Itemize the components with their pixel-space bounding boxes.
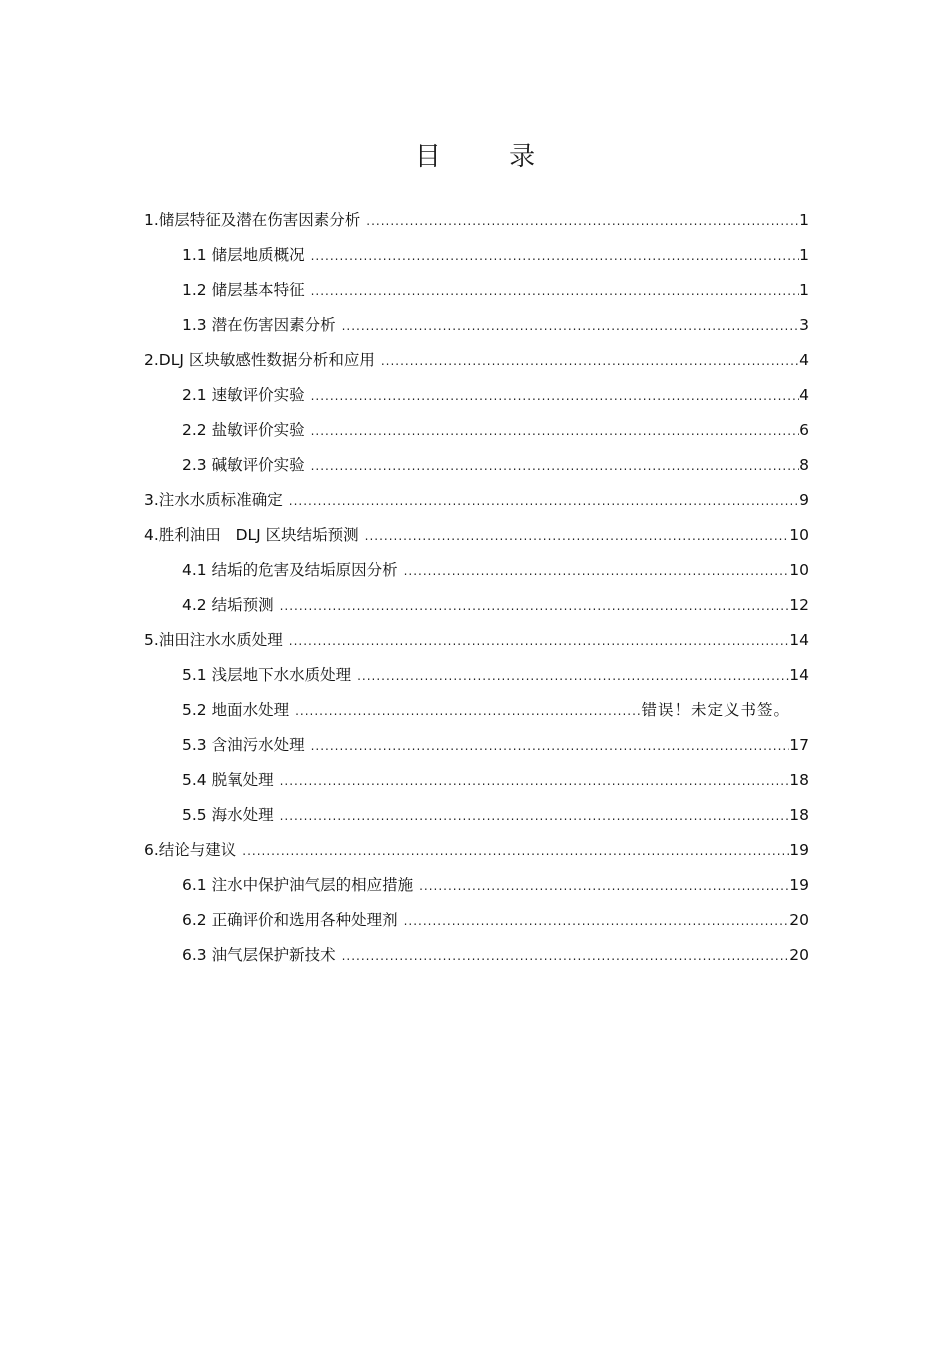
toc-entry[interactable] (0, 651, 950, 685)
toc-entry[interactable] (0, 196, 950, 230)
toc-entry[interactable] (0, 301, 950, 335)
toc-leader-dots (381, 354, 799, 370)
toc-leader-dots (311, 389, 800, 405)
toc-entry-page: 3 (799, 316, 809, 334)
toc-entry[interactable] (0, 266, 950, 300)
toc-entry-text: 2.3 碱敏评价实验 (182, 456, 305, 474)
toc-entry[interactable] (0, 581, 950, 615)
toc-entry-text: 2.DLJ 区块敏感性数据分析和应用 (144, 351, 375, 369)
toc-entry-text: 5.3 含油污水处理 (182, 736, 305, 754)
toc-entry-text: 4.2 结垢预测 (182, 596, 274, 614)
toc-leader-dots (280, 599, 790, 615)
toc-entry-page: 4 (799, 351, 809, 369)
toc-entry-text: 3.注水水质标准确定 (144, 491, 283, 509)
toc-entry-page: 20 (789, 946, 809, 964)
toc-entry-page: 1 (799, 211, 809, 229)
toc-entry-text: 1.储层特征及潜在伤害因素分析 (144, 211, 361, 229)
toc-leader-dots (242, 844, 789, 860)
toc-entry-page: 19 (789, 876, 809, 894)
toc-leader-dots (311, 284, 800, 300)
toc-leader-dots (419, 879, 789, 895)
toc-entry[interactable] (0, 931, 950, 965)
toc-leader-dots (365, 529, 790, 545)
toc-entry-text: 2.2 盐敏评价实验 (182, 421, 305, 439)
toc-entry-text: 5.油田注水水质处理 (144, 631, 283, 649)
toc-entry[interactable] (0, 406, 950, 440)
toc-leader-dots (342, 319, 800, 335)
toc-entry-page: 17 (789, 736, 809, 754)
toc-entry-page: 9 (799, 491, 809, 509)
toc-entry-text: 5.2 地面水处理 (182, 701, 290, 719)
toc-entry[interactable] (0, 721, 950, 755)
toc-entry-text: 2.1 速敏评价实验 (182, 386, 305, 404)
toc-entry[interactable] (0, 441, 950, 475)
toc-entry[interactable] (0, 861, 950, 895)
toc-leader-dots (311, 249, 800, 265)
toc-entry-text: 1.2 储层基本特征 (182, 281, 305, 299)
toc-entry-text: 6.结论与建议 (144, 841, 237, 859)
toc-entry-page: 6 (799, 421, 809, 439)
toc-entry[interactable] (0, 231, 950, 265)
toc-entry-page: 10 (789, 561, 809, 579)
toc-leader-dots (311, 424, 800, 440)
toc-entry-page: 18 (789, 771, 809, 789)
toc-entry-page: 18 (789, 806, 809, 824)
toc-entry[interactable] (0, 511, 950, 545)
toc-entry[interactable] (0, 791, 950, 825)
toc-entry-page: 14 (789, 666, 809, 684)
toc-entry-page: 10 (789, 526, 809, 544)
toc-entry-page: 4 (799, 386, 809, 404)
toc-entry-text: 1.1 储层地质概况 (182, 246, 305, 264)
toc-entry-page-error: 错误！未定义书签。 (641, 701, 790, 719)
toc-entry-page: 1 (799, 246, 809, 264)
toc-entry-text: 6.3 油气层保护新技术 (182, 946, 336, 964)
toc-entry-page: 19 (789, 841, 809, 859)
toc-entry-page: 14 (789, 631, 809, 649)
toc-entry-text: 5.1 浅层地下水水质处理 (182, 666, 352, 684)
toc-leader-dots (366, 214, 799, 230)
toc-entry-text: 1.3 潜在伤害因素分析 (182, 316, 336, 334)
toc-entry[interactable] (0, 546, 950, 580)
toc-entry[interactable] (0, 371, 950, 405)
toc-entry[interactable] (0, 826, 950, 860)
toc-leader-dots (311, 459, 800, 475)
toc-title: 目 录 (414, 142, 566, 172)
toc-entry[interactable] (0, 336, 950, 370)
toc-entry-text: 5.4 脱氧处理 (182, 771, 274, 789)
toc-entry-text: 5.5 海水处理 (182, 806, 274, 824)
toc-entry-text: 4.胜利油田 DLJ 区块结垢预测 (144, 526, 359, 544)
toc-entry-page: 12 (789, 596, 809, 614)
toc-entry-page: 20 (789, 911, 809, 929)
toc-entry-text: 6.2 正确评价和选用各种处理剂 (182, 911, 398, 929)
toc-entry[interactable] (0, 756, 950, 790)
toc-entry[interactable] (0, 686, 950, 720)
toc-leader-dots (311, 739, 790, 755)
toc-entry-page: 1 (799, 281, 809, 299)
toc-leader-dots (357, 669, 789, 685)
toc-entry[interactable] (0, 616, 950, 650)
toc-leader-dots (289, 634, 789, 650)
toc-leader-dots (280, 774, 790, 790)
toc-leader-dots (280, 809, 790, 825)
toc-leader-dots (295, 704, 641, 720)
toc-entry-text: 4.1 结垢的危害及结垢原因分析 (182, 561, 398, 579)
toc-entry[interactable] (0, 476, 950, 510)
toc-leader-dots (404, 914, 790, 930)
toc-leader-dots (289, 494, 799, 510)
toc-leader-dots (404, 564, 790, 580)
toc-entry-text: 6.1 注水中保护油气层的相应措施 (182, 876, 414, 894)
toc-entry-page: 8 (799, 456, 809, 474)
toc-leader-dots (342, 949, 790, 965)
toc-entry[interactable] (0, 896, 950, 930)
